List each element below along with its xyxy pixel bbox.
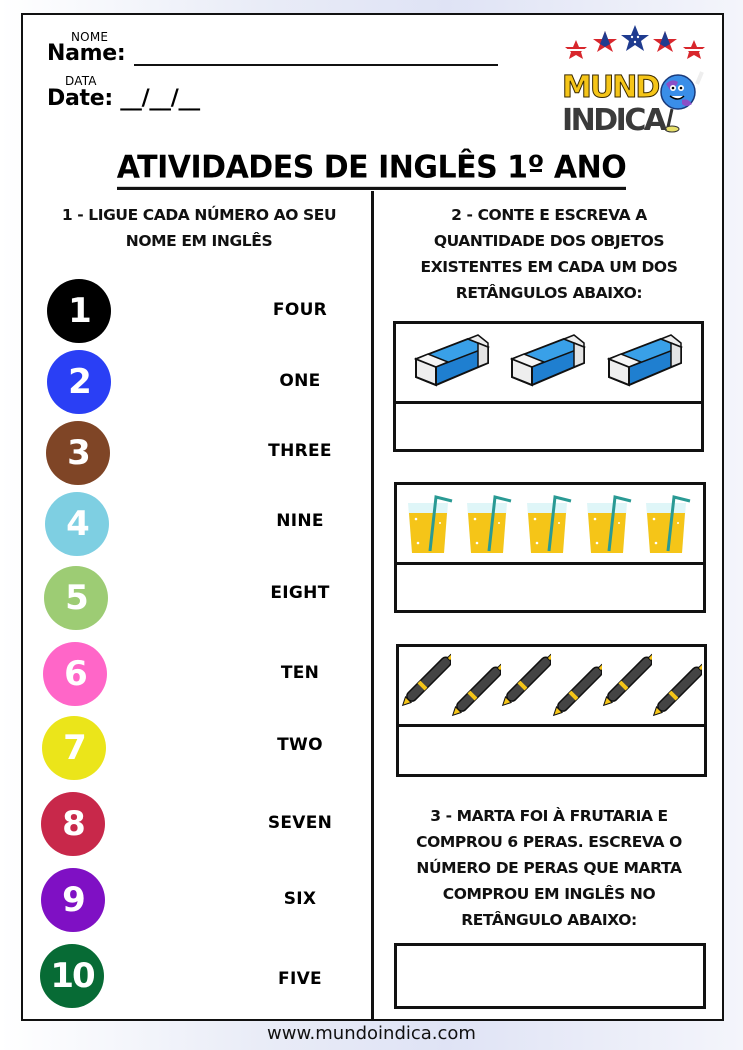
date-small-label: DATA bbox=[65, 74, 97, 88]
word-six[interactable]: SIX bbox=[283, 889, 317, 909]
exercise2-heading-line: RETÂNGULOS ABAIXO: bbox=[455, 284, 643, 302]
exercise3-answer-field[interactable] bbox=[394, 943, 706, 1009]
eraser-icon bbox=[412, 333, 492, 393]
page-title bbox=[0, 149, 743, 190]
pens-picture-area bbox=[399, 647, 704, 727]
number-circle-10[interactable]: 10 bbox=[40, 944, 104, 1008]
eraser-icon bbox=[605, 333, 685, 393]
juice-glass-icon bbox=[583, 493, 637, 555]
exercise3-heading-line: RETÂNGULO ABAIXO: bbox=[461, 911, 637, 929]
exercise1-heading-line: 1 - LIGUE CADA NÚMERO AO SEU bbox=[61, 206, 337, 224]
exercise1-heading bbox=[26, 202, 372, 254]
number-circle-6[interactable]: 6 bbox=[43, 642, 107, 706]
pen-icon bbox=[401, 647, 451, 717]
usa-stars-icon bbox=[560, 22, 720, 137]
pen-icon bbox=[552, 657, 602, 727]
number-circle-1[interactable]: 1 bbox=[47, 279, 111, 343]
word-nine[interactable]: NINE bbox=[276, 511, 324, 531]
word-eight[interactable]: EIGHT bbox=[270, 583, 330, 603]
exercise2-heading bbox=[374, 202, 724, 306]
count-box-pens bbox=[396, 644, 707, 777]
svg-text:MUND: MUND bbox=[562, 70, 659, 105]
number-circle-9[interactable]: 9 bbox=[41, 868, 105, 932]
exercise1-heading-line: NOME EM INGLÊS bbox=[125, 232, 273, 250]
exercise3-heading-line: COMPROU EM INGLÊS NO bbox=[442, 885, 656, 903]
juice-glass-icon bbox=[404, 493, 458, 555]
juice-answer-field[interactable] bbox=[397, 565, 703, 610]
pen-icon bbox=[451, 657, 501, 727]
page-title-text: ATIVIDADES DE INGLÊS 1º ANO bbox=[117, 150, 626, 190]
number-circle-5[interactable]: 5 bbox=[44, 566, 108, 630]
exercise3-heading bbox=[374, 803, 724, 933]
exercise2-heading-line: 2 - CONTE E ESCREVA A bbox=[451, 206, 647, 224]
pen-icon bbox=[501, 647, 551, 717]
globe-mascot-icon bbox=[661, 72, 702, 132]
name-label: Name: bbox=[47, 41, 126, 66]
word-seven[interactable]: SEVEN bbox=[267, 813, 333, 833]
number-circle-2[interactable]: 2 bbox=[47, 350, 111, 414]
exercise3-heading-line: NÚMERO DE PERAS QUE MARTA bbox=[416, 859, 682, 877]
count-box-erasers bbox=[393, 321, 704, 452]
exercise3-heading-line: 3 - MARTA FOI À FRUTARIA E bbox=[430, 807, 668, 825]
word-three[interactable]: THREE bbox=[268, 441, 332, 461]
count-box-juice bbox=[394, 482, 706, 613]
word-four[interactable]: FOUR bbox=[272, 300, 328, 320]
pen-icon bbox=[652, 657, 702, 727]
footer-url[interactable]: www.mundoindica.com bbox=[267, 1023, 476, 1044]
name-small-label: NOME bbox=[71, 30, 109, 44]
number-circle-8[interactable]: 8 bbox=[41, 792, 105, 856]
number-circle-7[interactable]: 7 bbox=[42, 716, 106, 780]
mundo-indica-logo bbox=[560, 22, 720, 137]
date-label[interactable]: Date: __/__/__ bbox=[47, 86, 200, 111]
juice-glass-icon bbox=[642, 493, 696, 555]
exercise2-heading-line: QUANTIDADE DOS OBJETOS bbox=[433, 232, 665, 250]
word-ten[interactable]: TEN bbox=[280, 663, 320, 683]
word-five[interactable]: FIVE bbox=[278, 969, 322, 989]
number-circle-3[interactable]: 3 bbox=[46, 421, 110, 485]
juice-picture-area bbox=[397, 485, 703, 565]
eraser-icon bbox=[508, 333, 588, 393]
word-one[interactable]: ONE bbox=[279, 371, 321, 391]
pens-answer-field[interactable] bbox=[399, 727, 704, 774]
pen-icon bbox=[602, 647, 652, 717]
erasers-answer-field[interactable] bbox=[396, 404, 701, 449]
juice-glass-icon bbox=[523, 493, 577, 555]
word-two[interactable]: TWO bbox=[277, 735, 323, 755]
juice-glass-icon bbox=[463, 493, 517, 555]
number-circle-4[interactable]: 4 bbox=[45, 492, 109, 556]
svg-text:INDICA: INDICA bbox=[562, 103, 665, 137]
name-input-line[interactable] bbox=[134, 64, 498, 66]
exercise2-heading-line: EXISTENTES EM CADA UM DOS bbox=[420, 258, 678, 276]
erasers-picture-area bbox=[396, 324, 701, 404]
exercise3-heading-line: COMPROU 6 PERAS. ESCREVA O bbox=[416, 833, 682, 851]
